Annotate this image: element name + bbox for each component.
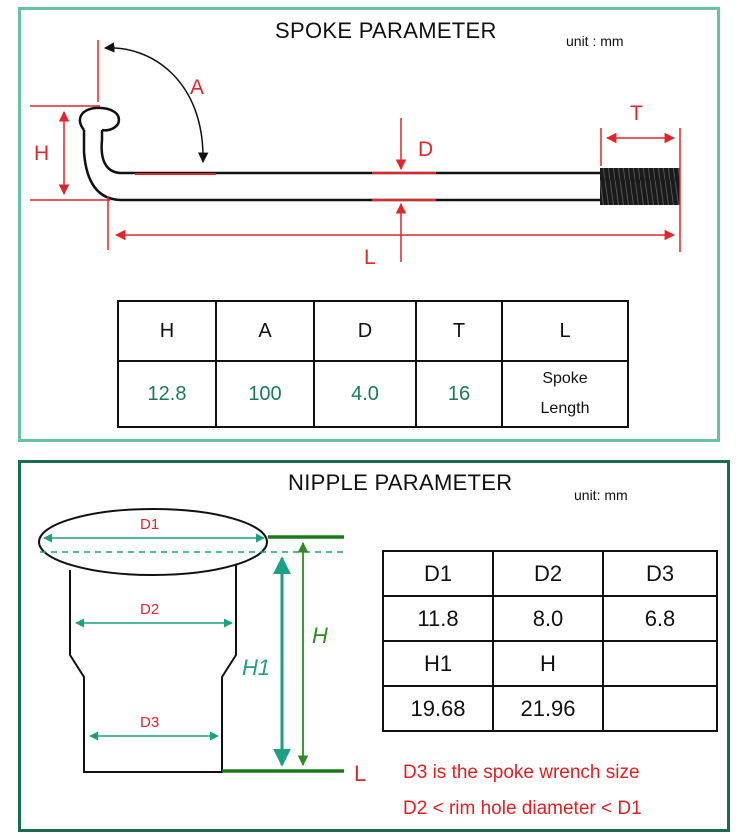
nipple-header-d3: D3 (603, 551, 717, 596)
wrench-size-note: D3 is the spoke wrench size (403, 762, 640, 783)
label-l: L (364, 246, 376, 269)
label-d1: D1 (140, 516, 160, 533)
nipple-header-d1: D1 (383, 551, 493, 596)
nipple-header-d2: D2 (493, 551, 603, 596)
nipple-value-d3: 6.8 (603, 596, 717, 641)
nipple-body (39, 509, 267, 772)
nipple-value-d2: 8.0 (493, 596, 603, 641)
label-d2: D2 (140, 601, 160, 618)
nipple-value-h: 21.96 (493, 686, 603, 731)
nipple-parameter-table (382, 550, 718, 732)
spoke-unit: unit : mm (566, 33, 624, 49)
spoke-header-l: L (502, 301, 628, 361)
label-a: A (190, 76, 205, 99)
spoke-header-a: A (216, 301, 314, 361)
label-h: H (34, 142, 50, 165)
nipple-unit: unit: mm (574, 487, 628, 503)
spoke-length-line2: Length (540, 400, 590, 417)
spoke-value-d: 4.0 (314, 361, 416, 427)
label-l: L (354, 761, 367, 786)
spoke-header-h: H (118, 301, 216, 361)
spoke-length-line1: Spoke (542, 370, 588, 387)
spoke-value-h: 12.8 (118, 361, 216, 427)
spoke-header-d: D (314, 301, 416, 361)
nipple-header-h1: H1 (383, 641, 493, 686)
label-t: T (630, 102, 643, 125)
nipple-title: NIPPLE PARAMETER (288, 470, 513, 495)
label-h: H (312, 623, 328, 648)
spoke-value-t: 16 (416, 361, 502, 427)
spoke-header-t: T (416, 301, 502, 361)
spoke-value-a: 100 (216, 361, 314, 427)
nipple-empty-cell (603, 686, 717, 731)
nipple-value-d1: 11.8 (383, 596, 493, 641)
label-d: D (418, 138, 434, 161)
label-h1: H1 (242, 655, 271, 680)
label-d3: D3 (140, 714, 160, 731)
nipple-header-h: H (493, 641, 603, 686)
nipple-value-h1: 19.68 (383, 686, 493, 731)
nipple-empty-cell (603, 641, 717, 686)
spoke-title: SPOKE PARAMETER (275, 18, 497, 43)
rim-hole-note: D2 < rim hole diameter < D1 (403, 798, 642, 819)
